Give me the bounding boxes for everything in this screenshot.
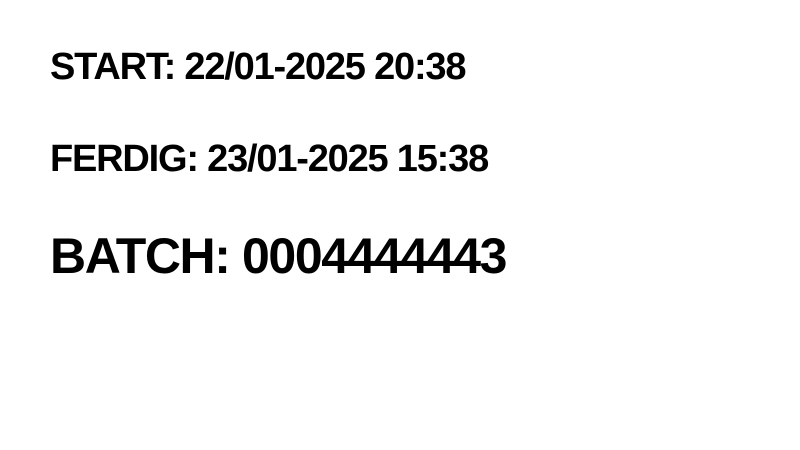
start-timestamp: START: 22/01-2025 20:38 xyxy=(50,46,466,88)
ferdig-timestamp: FERDIG: 23/01-2025 15:38 xyxy=(50,138,488,180)
batch-number: BATCH: 0004444443 xyxy=(50,228,507,284)
